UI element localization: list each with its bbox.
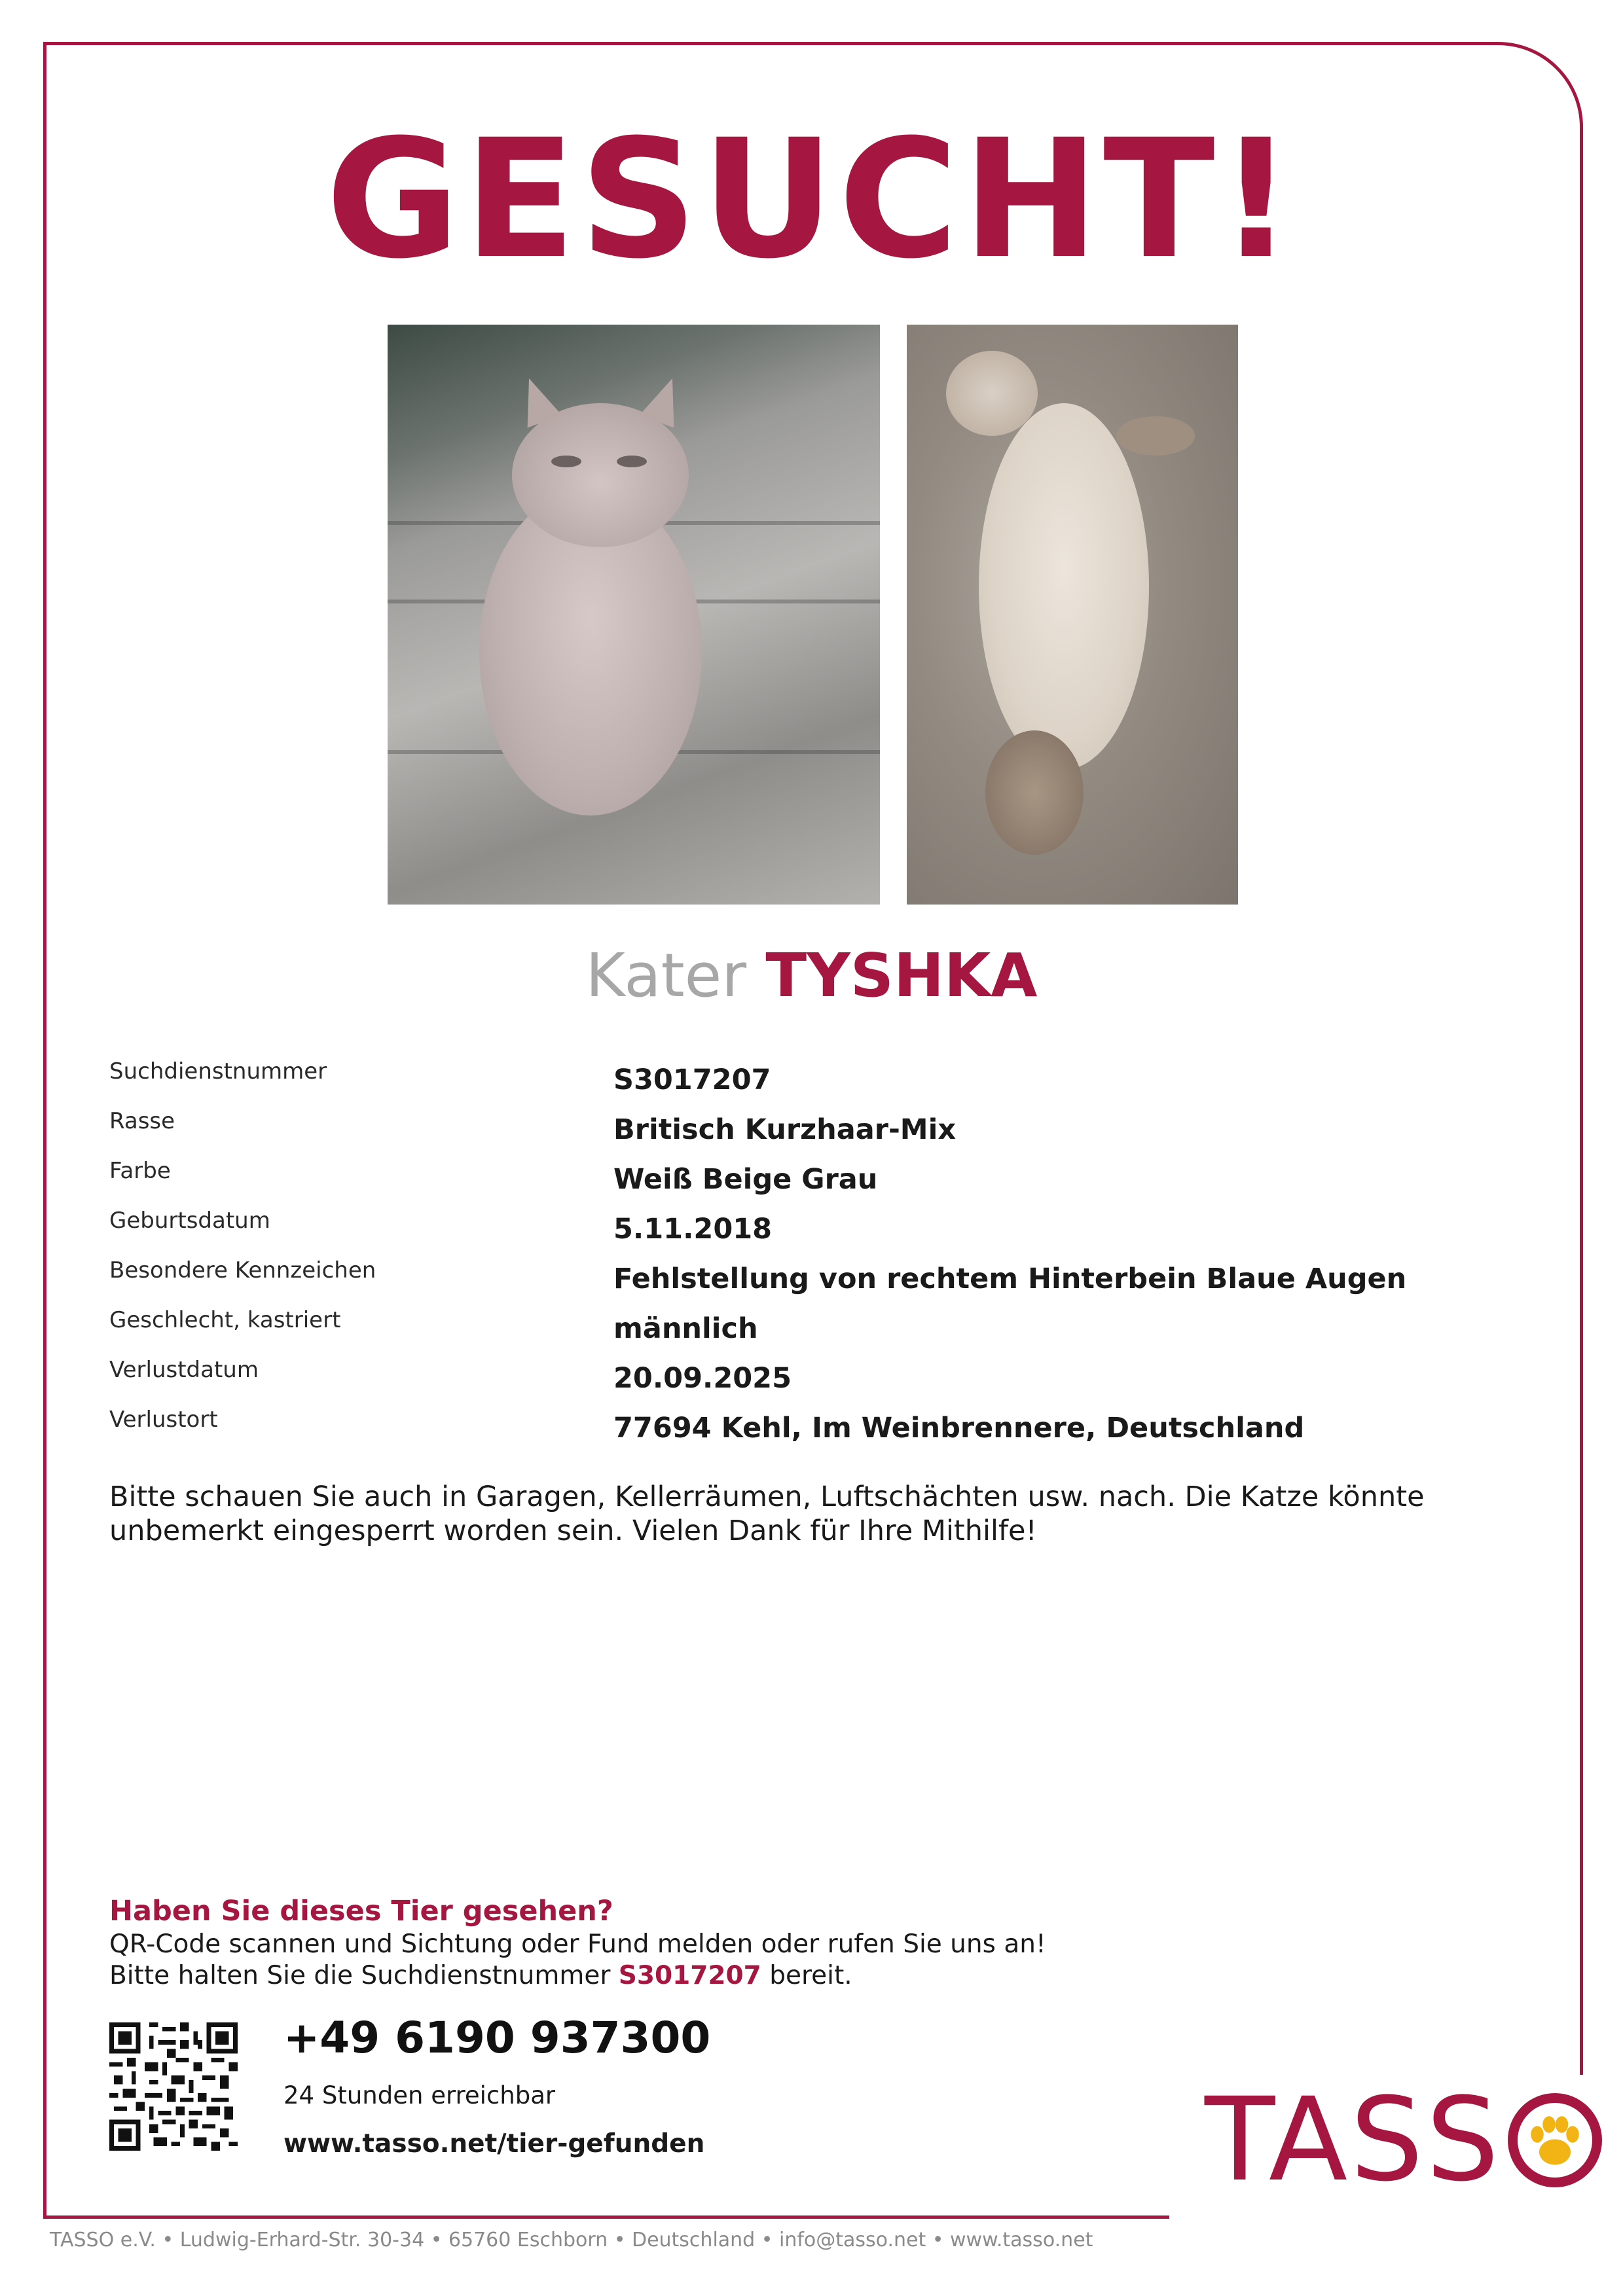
fact-row	[109, 1206, 1517, 1256]
fact-row	[109, 1405, 1517, 1455]
fact-row	[109, 1306, 1517, 1355]
tasso-logo	[1205, 2075, 1604, 2206]
fact-label: Rasse	[109, 1108, 175, 1134]
paw-icon	[1506, 2091, 1604, 2189]
fact-label: Verlustort	[109, 1407, 218, 1433]
cta-search-number: S3017207	[618, 1961, 761, 1990]
fact-value: 20.09.2025	[613, 1362, 792, 1395]
contact-availability: 24 Stunden erreichbar	[283, 2081, 556, 2109]
headline: GESUCHT!	[325, 104, 1298, 295]
fact-row	[109, 1256, 1517, 1306]
footer-address: TASSO e.V. • Ludwig-Erhard-Str. 30-34 • 65760 Eschborn • Deutschland • info@tasso.net • www.tasso.net	[50, 2229, 1093, 2251]
contact-phone[interactable]: +49 6190 937300	[283, 2013, 711, 2063]
cat-body	[979, 403, 1149, 770]
fact-label: Besondere Kennzeichen	[109, 1257, 376, 1283]
cat-eye	[551, 456, 581, 467]
fact-row	[109, 1157, 1517, 1206]
fact-row	[109, 1107, 1517, 1157]
cat-head	[512, 403, 689, 547]
fact-value: Weiß Beige Grau	[613, 1163, 878, 1196]
fact-label: Verlustdatum	[109, 1357, 259, 1383]
fact-value: S3017207	[613, 1064, 771, 1096]
fact-label: Suchdienstnummer	[109, 1058, 327, 1085]
cat-photo-lying	[907, 325, 1238, 905]
cta-line-1: QR-Code scannen und Sichtung oder Fund melden oder rufen Sie uns an!	[109, 1929, 1046, 1959]
qr-code[interactable]	[109, 2022, 238, 2151]
cat-photo-sitting	[388, 325, 880, 905]
search-hint: Bitte schauen Sie auch in Garagen, Kellerräumen, Luftschächten usw. nach. Die Katze könnte unbemerkt eingesperrt worden sein. Vielen Dank für Ihre Mithilfe!	[109, 1480, 1425, 1547]
cat-tail	[985, 730, 1084, 855]
fact-label: Geburtsdatum	[109, 1208, 270, 1234]
animal-name: TYSHKA	[765, 941, 1038, 1011]
cat-paw	[1116, 416, 1195, 456]
cat-eye	[617, 456, 647, 467]
cta-line-2-suffix: bereit.	[761, 1961, 852, 1990]
animal-facts-table	[109, 1057, 1517, 1455]
fact-label: Farbe	[109, 1158, 171, 1184]
fact-value: männlich	[613, 1312, 758, 1345]
animal-species: Kater	[585, 941, 747, 1011]
cta-line-2-prefix: Bitte halten Sie die Suchdienstnummer	[109, 1961, 619, 1990]
fact-value: Fehlstellung von rechtem Hinterbein Blaue Augen	[613, 1263, 1407, 1295]
logo-text: TASS	[1205, 2073, 1502, 2207]
contact-website[interactable]: www.tasso.net/tier-gefunden	[283, 2129, 705, 2159]
fact-value: 5.11.2018	[613, 1213, 773, 1246]
frame-bottom-line	[43, 2215, 1169, 2219]
fact-row	[109, 1355, 1517, 1405]
animal-name-line	[0, 942, 1623, 1009]
fact-value: Britisch Kurzhaar-Mix	[613, 1113, 957, 1146]
fact-label: Geschlecht, kastriert	[109, 1307, 341, 1333]
cat-head	[946, 351, 1038, 436]
cta-title: Haben Sie dieses Tier gesehen?	[109, 1895, 613, 1928]
fact-row	[109, 1057, 1517, 1107]
cta-line-2	[109, 1961, 852, 1990]
fact-value: 77694 Kehl, Im Weinbrennere, Deutschland	[613, 1412, 1305, 1444]
